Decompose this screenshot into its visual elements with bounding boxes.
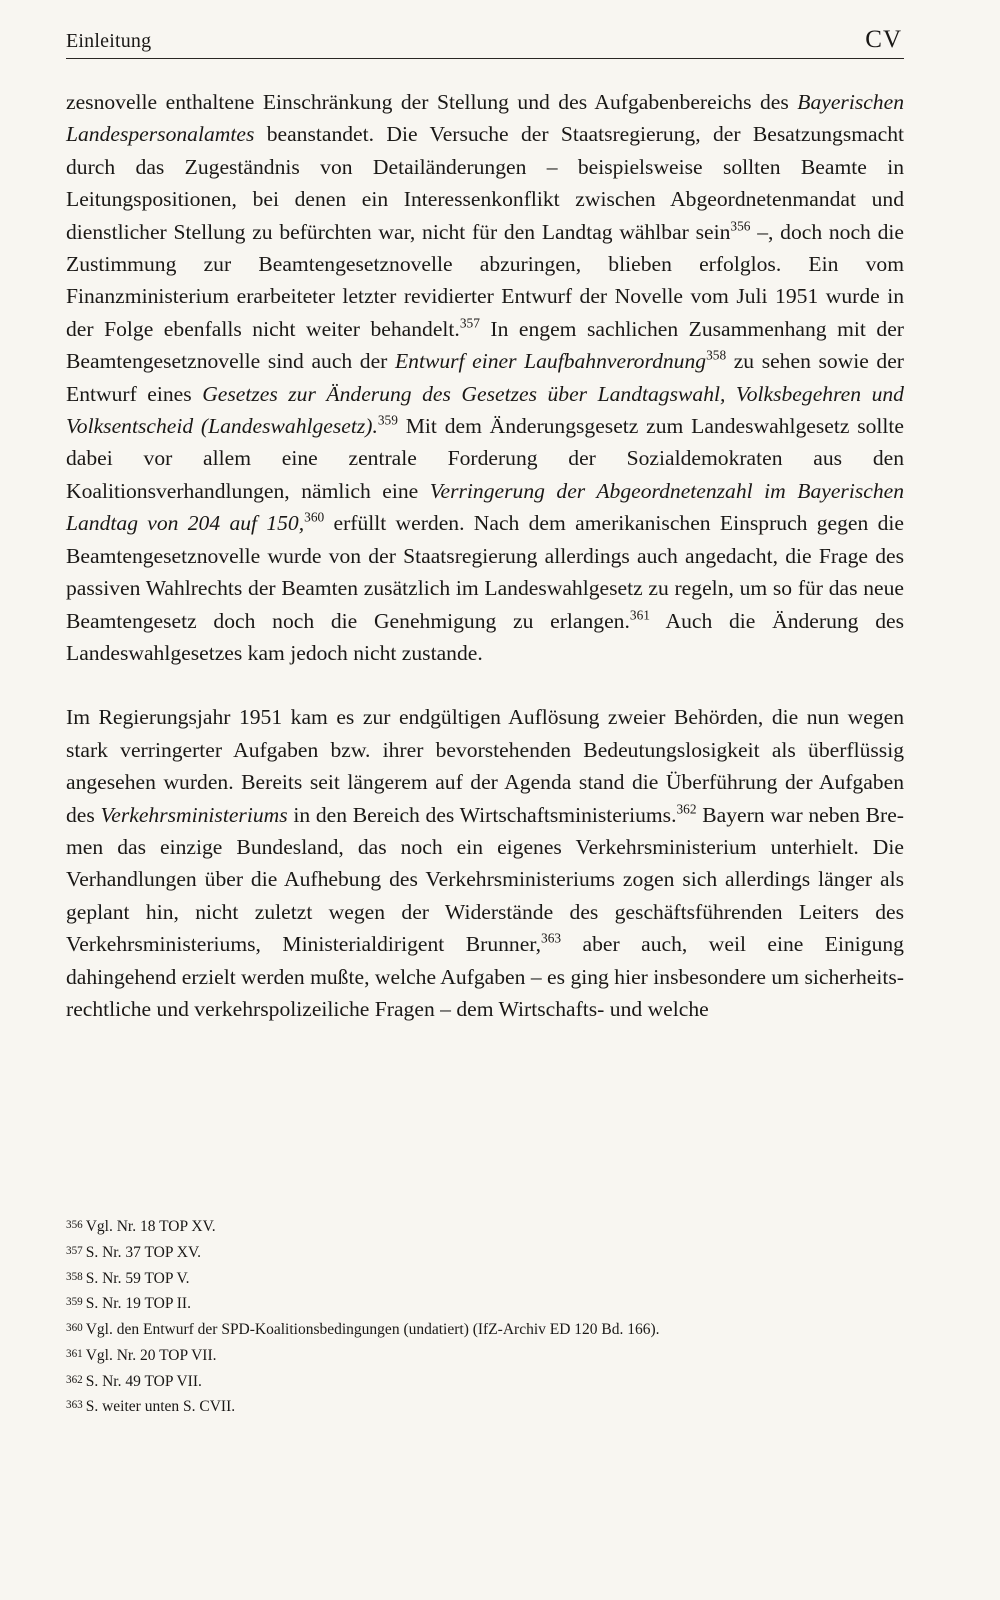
footnote-text: S. Nr. 37 TOP XV.	[85, 1243, 202, 1261]
text-run: zesnovelle enthaltene Einschränkung der Stellung und des Aufgabenbereichs des	[66, 90, 798, 114]
footnote	[66, 1265, 904, 1291]
footnote-ref: 358	[706, 347, 727, 363]
running-head	[66, 24, 904, 59]
italic-text: Entwurf einer Laufbahnverordnung	[394, 349, 707, 374]
footnote-ref: 360	[304, 509, 325, 525]
text-run: zu sehen sowie der Entwurf eines	[66, 349, 904, 406]
footnote-number: 357	[66, 1244, 83, 1257]
text-run: Bayern war neben Bremen das einzige Bundesland, das noch ein eigenes Verkehrsministerium unterhielt. Die Verhandlungen über die Aufhebung des Verkehrsministeriums zogen sich allerdings länger als geplant hin, nicht zuletzt wegen der Widerstände des geschäftsführenden Leiters des Verkehrsministeriums, Ministerialdirigent Brunner,	[66, 802, 904, 957]
text-run: In engem sachlichen Zusammenhang mit der Beamtengesetznovelle sind auch der	[66, 316, 905, 374]
footnote	[66, 1213, 904, 1239]
footnote-ref: 361	[629, 607, 650, 623]
text-run: in den Bereich des Wirtschaftsministeriums.	[287, 802, 677, 827]
footnote-text: Vgl. Nr. 20 TOP VII.	[85, 1346, 217, 1364]
footnotes	[66, 1213, 904, 1419]
paragraph	[66, 86, 904, 669]
footnote-ref: 359	[377, 412, 398, 428]
footnote-number: 359	[66, 1296, 83, 1309]
footnote-ref: 357	[459, 315, 480, 331]
footnote-number: 360	[66, 1322, 83, 1335]
footnote-ref: 363	[541, 930, 562, 946]
footnote-number: 358	[66, 1270, 83, 1283]
footnote-number: 362	[66, 1373, 83, 1386]
page-number: CV	[865, 26, 902, 53]
footnote	[66, 1239, 904, 1265]
italic-text: Gesetzes zur Änderung des Gesetzes über Landtagswahl, Volksbegehren und Volksentscheid (Landeswahlgesetz).	[66, 381, 904, 439]
text-run: Im Regierungsjahr 1951 kam es zur endgültigen Auflösung zweier Behörden, die nun wegen stark verringerter Aufgaben bzw. ihrer bevorstehenden Bedeutungslosigkeit als überflüssig angesehen wurden. Bereits seit längerem auf der Agenda stand die Überführung der Aufgaben des	[66, 705, 904, 827]
footnote	[66, 1342, 904, 1368]
text-run: erfüllt werden. Nach dem amerikanischen Einspruch gegen die Beamtengesetznovelle wurde von der Staatsregierung allerdings auch angedacht, die Frage des passiven Wahlrechts der Beamten zusätzlich im Landeswahlgesetz zu regeln, um so für das neue Beamtengesetz doch noch die Genehmigung zu erlangen.	[66, 511, 904, 633]
footnote-ref: 362	[676, 801, 697, 817]
italic-text: Verringerung der Abgeordnetenzahl im Bayerischen Landtag von 204 auf 150,	[66, 478, 904, 536]
footnote-number: 361	[66, 1347, 83, 1360]
footnote-text: S. Nr. 19 TOP II.	[85, 1295, 191, 1313]
footnote-text: S. Nr. 59 TOP V.	[85, 1269, 190, 1287]
section-title: Einleitung	[66, 30, 152, 52]
footnote-text: Vgl. den Entwurf der SPD-Koalitionsbedingungen (undatiert) (IfZ-Archiv ED 120 Bd. 166).	[85, 1320, 660, 1338]
footnote-text: Vgl. Nr. 18 TOP XV.	[85, 1217, 216, 1235]
footnote	[66, 1290, 904, 1316]
body-text	[66, 86, 904, 1025]
footnote-ref: 356	[730, 218, 751, 234]
footnote-text: S. Nr. 49 TOP VII.	[85, 1372, 202, 1390]
footnote-number: 356	[66, 1219, 83, 1231]
footnote	[66, 1316, 904, 1342]
text-run: Mit dem Änderungsgesetz zum Landeswahlgesetz sollte dabei vor allem eine zentrale Forderung der Sozialdemokraten aus den Koalitionsverhandlungen, nämlich eine	[66, 414, 904, 503]
text-run: –, doch noch die Zustimmung zur Beamtengesetznovelle abzuringen, blieben erfolglos. Ein vom Finanzministerium erarbeiteter letzter revidierter Entwurf der Novelle vom Juli 1951 wurde in der Folge ebenfalls nicht weiter behandelt.	[66, 219, 904, 341]
footnote	[66, 1393, 904, 1419]
footnote	[66, 1368, 904, 1394]
paragraph	[66, 701, 904, 1025]
text-run: Auch die Änderung des Landeswahlgesetzes kam jedoch nicht zustande.	[66, 608, 904, 665]
text-run: aber auch, weil eine Einigung dahingehend erzielt werden mußte, welche Aufgaben – es ging hier insbesondere um sicherheitsrechtliche und verkehrspolizeiliche Fragen – dem Wirtschafts- und welche	[66, 932, 904, 1021]
text-run: beanstandet. Die Versuche der Staatsregierung, der Besatzungsmacht durch das Zugeständnis von Detailänderungen – beispielsweise sollten Beamte in Leitungspositionen, bei denen ein Interessenkonflikt zwischen Abgeordnetenmandat und dienstlicher Stellung zu befürchten war, nicht für den Landtag wählbar sein	[66, 122, 904, 244]
footnote-number: 363	[66, 1399, 83, 1412]
italic-text: Bayerischen Landespersonalamtes	[66, 90, 904, 147]
footnote-text: S. weiter unten S. CVII.	[85, 1398, 236, 1416]
italic-text: Verkehrsministeriums	[100, 802, 288, 827]
